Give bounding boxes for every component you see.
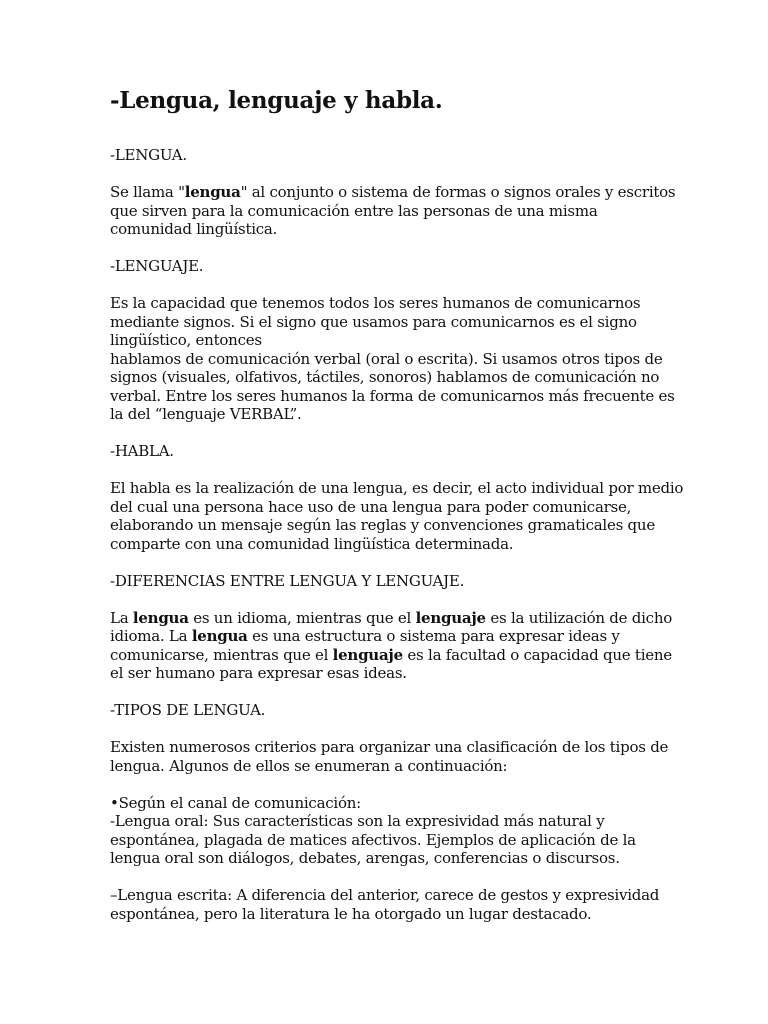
text-line: lingüístico, entonces	[110, 331, 262, 349]
text-line: Es la capacidad que tenemos todos los seres humanos de comunicarnos	[110, 294, 641, 312]
section-heading-lenguaje: -LENGUAJE.	[110, 257, 204, 275]
document-title: -Lengua, lenguaje y habla.	[110, 87, 443, 114]
document-page	[110, 86, 684, 942]
text-line: espontánea, plagada de matices afectivos. Ejemplos de aplicación de la	[110, 830, 636, 849]
paragraph-habla	[110, 479, 684, 553]
text-line: Se llama "lengua" al conjunto o sistema de formas o signos orales y escritos	[110, 183, 676, 201]
text-line: -Lengua oral: Sus características son la expresividad más natural y	[110, 812, 605, 830]
bullet-line: •Según el canal de comunicación:	[110, 793, 361, 812]
paragraph-diferencias	[110, 608, 673, 683]
text-line: verbal. Entre los seres humanos la forma de comunicarnos más frecuente es	[110, 386, 675, 405]
text-line: signos (visuales, olfativos, táctiles, sonoros) hablamos de comunicación no	[110, 368, 660, 386]
section-heading-lengua: -LENGUA.	[110, 146, 187, 164]
paragraph-tipos	[110, 738, 669, 775]
bold-term-lengua: lengua	[132, 608, 189, 627]
paragraph-escrita	[110, 886, 662, 923]
section-heading-diferencias: -DIFERENCIAS ENTRE LENGUA Y LENGUAJE.	[110, 571, 465, 590]
text-line: lengua. Algunos de ellos se enumeran a continuación:	[110, 756, 508, 775]
text-line: idioma. La lengua es una estructura o sistema para expresar ideas y	[110, 627, 620, 645]
text-line: lengua oral son diálogos, debates, arengas, conferencias o discursos.	[110, 849, 620, 867]
text-line: El habla es la realización de una lengua, es decir, el acto individual por medio	[110, 479, 684, 497]
bold-term-lengua: lengua	[184, 183, 241, 201]
text-line: espontánea, pero la literatura le ha otorgado un lugar destacado.	[110, 904, 592, 923]
bold-term-lengua: lengua	[191, 627, 248, 645]
text-line: comunidad lingüística.	[110, 220, 278, 238]
text-line: hablamos de comunicación verbal (oral o escrita). Si usamos otros tipos de	[110, 349, 663, 368]
text-line: el ser humano para expresar esas ideas.	[110, 664, 407, 682]
paragraph-canal	[110, 794, 662, 868]
section-heading-habla: -HABLA.	[110, 442, 174, 460]
text-line: comparte con una comunidad lingüística determinada.	[110, 534, 514, 553]
text-line: La lengua es un idioma, mientras que el lenguaje es la utilización de dicho	[110, 608, 673, 627]
bold-term-lenguaje: lenguaje	[415, 608, 486, 627]
text-line: –Lengua escrita: A diferencia del anterior, carece de gestos y expresividad	[110, 886, 660, 904]
text-line: elaborando un mensaje según las reglas y convenciones gramaticales que	[110, 516, 655, 534]
paragraph-lenguaje	[110, 294, 675, 424]
bold-term-lenguaje: lenguaje	[332, 645, 403, 664]
text-line: del cual una persona hace uso de una lengua para poder comunicarse,	[110, 497, 632, 516]
section-heading-tipos: -TIPOS DE LENGUA.	[110, 701, 266, 719]
text-line: la del “lenguaje VERBAL”.	[110, 405, 302, 423]
text-line: comunicarse, mientras que el lenguaje es la facultad o capacidad que tiene	[110, 645, 672, 664]
text-line: Existen numerosos criterios para organizar una clasificación de los tipos de	[110, 738, 669, 756]
paragraph-lengua	[110, 183, 676, 239]
text-line: que sirven para la comunicación entre las personas de una misma	[110, 201, 598, 220]
text-line: mediante signos. Si el signo que usamos para comunicarnos es el signo	[110, 312, 637, 331]
